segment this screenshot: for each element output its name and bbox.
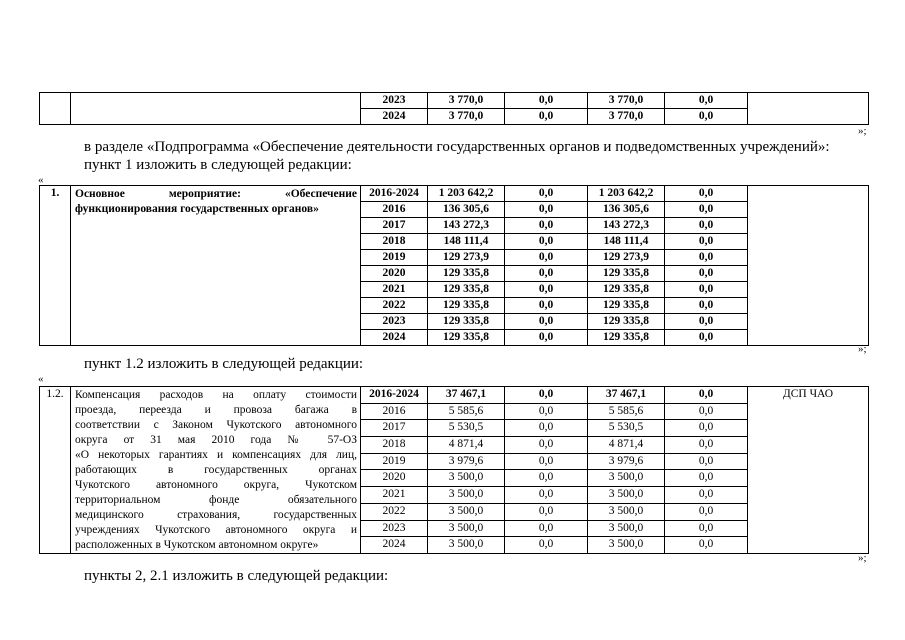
regional-cell: 37 467,1 (588, 387, 665, 404)
year-cell: 2022 (361, 503, 428, 520)
table-row (40, 387, 869, 404)
total-cell: 1 203 642,2 (428, 186, 505, 202)
federal-cell: 0,0 (505, 537, 588, 554)
federal-cell: 0,0 (505, 109, 588, 125)
year-cell: 2024 (361, 537, 428, 554)
name-line: «О некоторых гарантиях и компенсациях для лиц, (75, 449, 357, 461)
year-cell: 2020 (361, 470, 428, 487)
year-cell: 2018 (361, 234, 428, 250)
year-cell: 2019 (361, 250, 428, 266)
year-cell: 2016-2024 (361, 387, 428, 404)
other-cell: 0,0 (665, 487, 748, 504)
year-cell: 2024 (361, 109, 428, 125)
federal-cell: 0,0 (505, 93, 588, 109)
section-heading: в разделе «Подпрограмма «Обеспечение деятельности государственных органов и подведомственных учреждений»: (84, 139, 830, 155)
federal-cell: 0,0 (505, 487, 588, 504)
other-cell: 0,0 (665, 202, 748, 218)
total-cell: 3 500,0 (428, 520, 505, 537)
regional-cell: 3 500,0 (588, 487, 665, 504)
federal-cell: 0,0 (505, 202, 588, 218)
federal-cell: 0,0 (505, 520, 588, 537)
regional-cell: 4 871,4 (588, 437, 665, 454)
federal-cell: 0,0 (505, 298, 588, 314)
year-cell: 2021 (361, 487, 428, 504)
total-cell: 136 305,6 (428, 202, 505, 218)
other-cell: 0,0 (665, 330, 748, 346)
total-cell: 3 770,0 (428, 109, 505, 125)
measure-table-1 (39, 185, 869, 346)
name-line (75, 187, 357, 202)
year-cell: 2021 (361, 282, 428, 298)
name-cell (71, 186, 361, 346)
federal-cell: 0,0 (505, 250, 588, 266)
other-cell: 0,0 (665, 298, 748, 314)
other-cell: 0,0 (665, 186, 748, 202)
name-word: Основное (75, 188, 125, 200)
name-line: соответствии с Законом Чукотского автономного (75, 419, 357, 431)
total-cell: 4 871,4 (428, 437, 505, 454)
name-line: округа от 31 мая 2010 года № 57-ОЗ (75, 434, 357, 446)
year-cell: 2024 (361, 330, 428, 346)
other-cell: 0,0 (665, 282, 748, 298)
executor-cell: ДСП ЧАО (748, 387, 869, 554)
other-cell: 0,0 (665, 420, 748, 437)
total-cell: 129 335,8 (428, 282, 505, 298)
total-cell: 129 335,8 (428, 298, 505, 314)
federal-cell: 0,0 (505, 453, 588, 470)
year-cell: 2016 (361, 202, 428, 218)
regional-cell: 136 305,6 (588, 202, 665, 218)
year-cell: 2023 (361, 520, 428, 537)
close-quote: »; (858, 125, 867, 137)
open-quote: « (38, 373, 44, 385)
other-cell: 0,0 (665, 470, 748, 487)
federal-cell: 0,0 (505, 314, 588, 330)
table-row (40, 186, 869, 202)
total-cell: 129 273,9 (428, 250, 505, 266)
total-cell: 129 335,8 (428, 330, 505, 346)
regional-cell: 5 585,6 (588, 403, 665, 420)
total-cell: 3 500,0 (428, 537, 505, 554)
regional-cell: 143 272,3 (588, 218, 665, 234)
top-table (39, 92, 869, 125)
total-cell: 3 500,0 (428, 487, 505, 504)
other-cell: 0,0 (665, 109, 748, 125)
regional-cell: 3 770,0 (588, 93, 665, 109)
table-row (40, 93, 869, 109)
total-cell: 5 585,6 (428, 403, 505, 420)
regional-cell: 1 203 642,2 (588, 186, 665, 202)
regional-cell: 3 770,0 (588, 109, 665, 125)
federal-cell: 0,0 (505, 282, 588, 298)
other-cell: 0,0 (665, 453, 748, 470)
total-cell: 37 467,1 (428, 387, 505, 404)
number-cell: 1.2. (40, 387, 71, 554)
total-cell: 3 979,6 (428, 453, 505, 470)
name-word: «Обеспечение (284, 188, 357, 200)
close-quote: »; (858, 343, 867, 355)
other-cell: 0,0 (665, 250, 748, 266)
other-cell: 0,0 (665, 403, 748, 420)
year-cell: 2017 (361, 420, 428, 437)
federal-cell: 0,0 (505, 186, 588, 202)
regional-cell: 3 500,0 (588, 503, 665, 520)
federal-cell: 0,0 (505, 218, 588, 234)
name-line: медицинского страхования, государственных (75, 509, 357, 521)
other-cell: 0,0 (665, 437, 748, 454)
federal-cell: 0,0 (505, 403, 588, 420)
regional-cell: 3 500,0 (588, 520, 665, 537)
regional-cell: 3 500,0 (588, 470, 665, 487)
federal-cell: 0,0 (505, 503, 588, 520)
total-cell: 148 111,4 (428, 234, 505, 250)
measure-table-2 (39, 386, 869, 554)
federal-cell: 0,0 (505, 387, 588, 404)
year-cell: 2020 (361, 266, 428, 282)
other-cell: 0,0 (665, 93, 748, 109)
name-line: расположенных в Чукотском автономном округе» (75, 539, 319, 551)
regional-cell: 129 335,8 (588, 330, 665, 346)
section-heading: пункт 1.2 изложить в следующей редакции: (84, 356, 364, 372)
open-quote: « (38, 174, 44, 186)
name-cell (71, 93, 361, 125)
year-cell: 2016-2024 (361, 186, 428, 202)
total-cell: 143 272,3 (428, 218, 505, 234)
federal-cell: 0,0 (505, 266, 588, 282)
name-line: учреждениях Чукотского автономного округа и (75, 524, 357, 536)
year-cell: 2022 (361, 298, 428, 314)
regional-cell: 129 335,8 (588, 266, 665, 282)
name-line: проезда, переезда и провоза багажа в (75, 404, 357, 416)
name-cell (71, 387, 361, 554)
other-cell: 0,0 (665, 387, 748, 404)
regional-cell: 129 335,8 (588, 282, 665, 298)
total-cell: 129 335,8 (428, 314, 505, 330)
year-cell: 2018 (361, 437, 428, 454)
total-cell: 3 500,0 (428, 470, 505, 487)
total-cell: 3 500,0 (428, 503, 505, 520)
executor-cell (748, 186, 869, 346)
number-cell: 1. (40, 186, 71, 346)
regional-cell: 129 335,8 (588, 314, 665, 330)
year-cell: 2023 (361, 314, 428, 330)
total-cell: 5 530,5 (428, 420, 505, 437)
year-cell: 2016 (361, 403, 428, 420)
total-cell: 129 335,8 (428, 266, 505, 282)
other-cell: 0,0 (665, 520, 748, 537)
regional-cell: 148 111,4 (588, 234, 665, 250)
regional-cell: 129 335,8 (588, 298, 665, 314)
other-cell: 0,0 (665, 537, 748, 554)
federal-cell: 0,0 (505, 420, 588, 437)
name-line: Чукотского автономного округа, Чукотском (75, 479, 357, 491)
section-heading: пункты 2, 2.1 изложить в следующей редакции: (84, 568, 389, 584)
federal-cell: 0,0 (505, 234, 588, 250)
total-cell: 3 770,0 (428, 93, 505, 109)
year-cell: 2019 (361, 453, 428, 470)
name-line: функционирования государственных органов» (75, 203, 319, 215)
name-line: территориальном фонде обязательного (75, 494, 357, 506)
executor-cell (748, 93, 869, 125)
regional-cell: 5 530,5 (588, 420, 665, 437)
other-cell: 0,0 (665, 503, 748, 520)
federal-cell: 0,0 (505, 470, 588, 487)
regional-cell: 129 273,9 (588, 250, 665, 266)
name-word: мероприятие: (168, 188, 241, 200)
number-cell (40, 93, 71, 125)
year-cell: 2017 (361, 218, 428, 234)
other-cell: 0,0 (665, 266, 748, 282)
name-line: Компенсация расходов на оплату стоимости (75, 389, 357, 401)
other-cell: 0,0 (665, 234, 748, 250)
federal-cell: 0,0 (505, 437, 588, 454)
other-cell: 0,0 (665, 218, 748, 234)
regional-cell: 3 500,0 (588, 537, 665, 554)
section-heading: пункт 1 изложить в следующей редакции: (84, 157, 352, 173)
regional-cell: 3 979,6 (588, 453, 665, 470)
year-cell: 2023 (361, 93, 428, 109)
name-line: работающих в государственных органах (75, 464, 357, 476)
federal-cell: 0,0 (505, 330, 588, 346)
close-quote: »; (858, 552, 867, 564)
other-cell: 0,0 (665, 314, 748, 330)
